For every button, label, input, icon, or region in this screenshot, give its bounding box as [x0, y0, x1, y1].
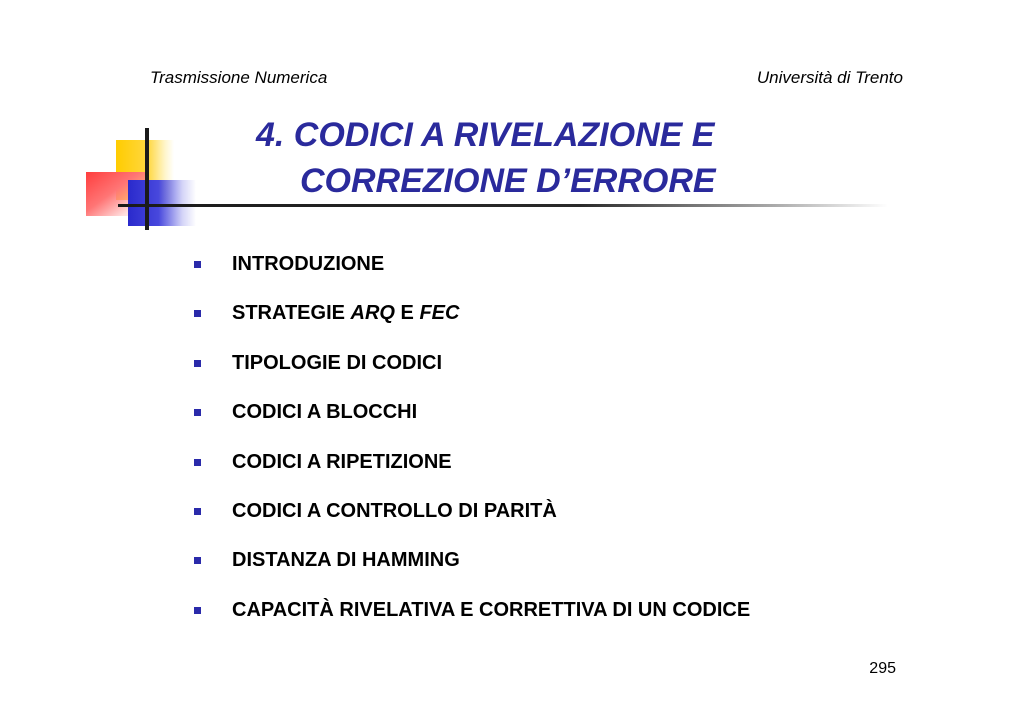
- list-item: [194, 591, 750, 640]
- list-item: [194, 344, 750, 393]
- arq-term: ARQ: [350, 302, 395, 325]
- slide-title-line-1: 4. CODICI A RIVELAZIONE E: [256, 116, 715, 154]
- list-item: [194, 541, 750, 590]
- list-item: [194, 294, 750, 343]
- page-number: 295: [869, 660, 896, 677]
- list-item: [194, 443, 750, 492]
- slide-title: [256, 112, 716, 204]
- list-item: [194, 492, 750, 541]
- square-bullet-icon: [194, 557, 201, 564]
- list-item-text: TIPOLOGIE DI CODICI: [232, 351, 443, 374]
- list-item: [194, 245, 750, 294]
- list-item-text: CODICI A CONTROLLO DI PARITÀ: [232, 499, 557, 522]
- title-underline: [118, 204, 888, 207]
- fec-term: FEC: [419, 302, 460, 325]
- decorative-vertical-line: [145, 128, 149, 230]
- square-bullet-icon: [194, 607, 201, 614]
- list-item-text-part: E: [394, 302, 420, 325]
- square-bullet-icon: [194, 310, 201, 317]
- square-bullet-icon: [194, 459, 201, 466]
- list-item-text: INTRODUZIONE: [232, 253, 385, 275]
- square-bullet-icon: [194, 409, 201, 416]
- square-bullet-icon: [194, 261, 201, 268]
- square-bullet-icon: [194, 360, 201, 367]
- list-item-text: [232, 294, 459, 332]
- square-bullet-icon: [194, 508, 201, 515]
- list-item-text: DISTANZA DI HAMMING: [232, 549, 460, 572]
- slide-title-line-2: CORREZIONE D’ERRORE: [300, 162, 716, 200]
- list-item-text: CAPACITÀ RIVELATIVA E CORRETTIVA DI UN CODICE: [232, 598, 751, 621]
- decorative-blue-square: [128, 180, 196, 226]
- list-item-text-part: STRATEGIE: [232, 302, 351, 325]
- course-title: Trasmissione Numerica: [150, 68, 328, 87]
- list-item-text: CODICI A RIPETIZIONE: [232, 450, 452, 473]
- university-name: Università di Trento: [756, 68, 903, 87]
- list-item: [194, 393, 750, 442]
- list-item-text: CODICI A BLOCCHI: [232, 401, 418, 424]
- topic-list: [194, 245, 750, 640]
